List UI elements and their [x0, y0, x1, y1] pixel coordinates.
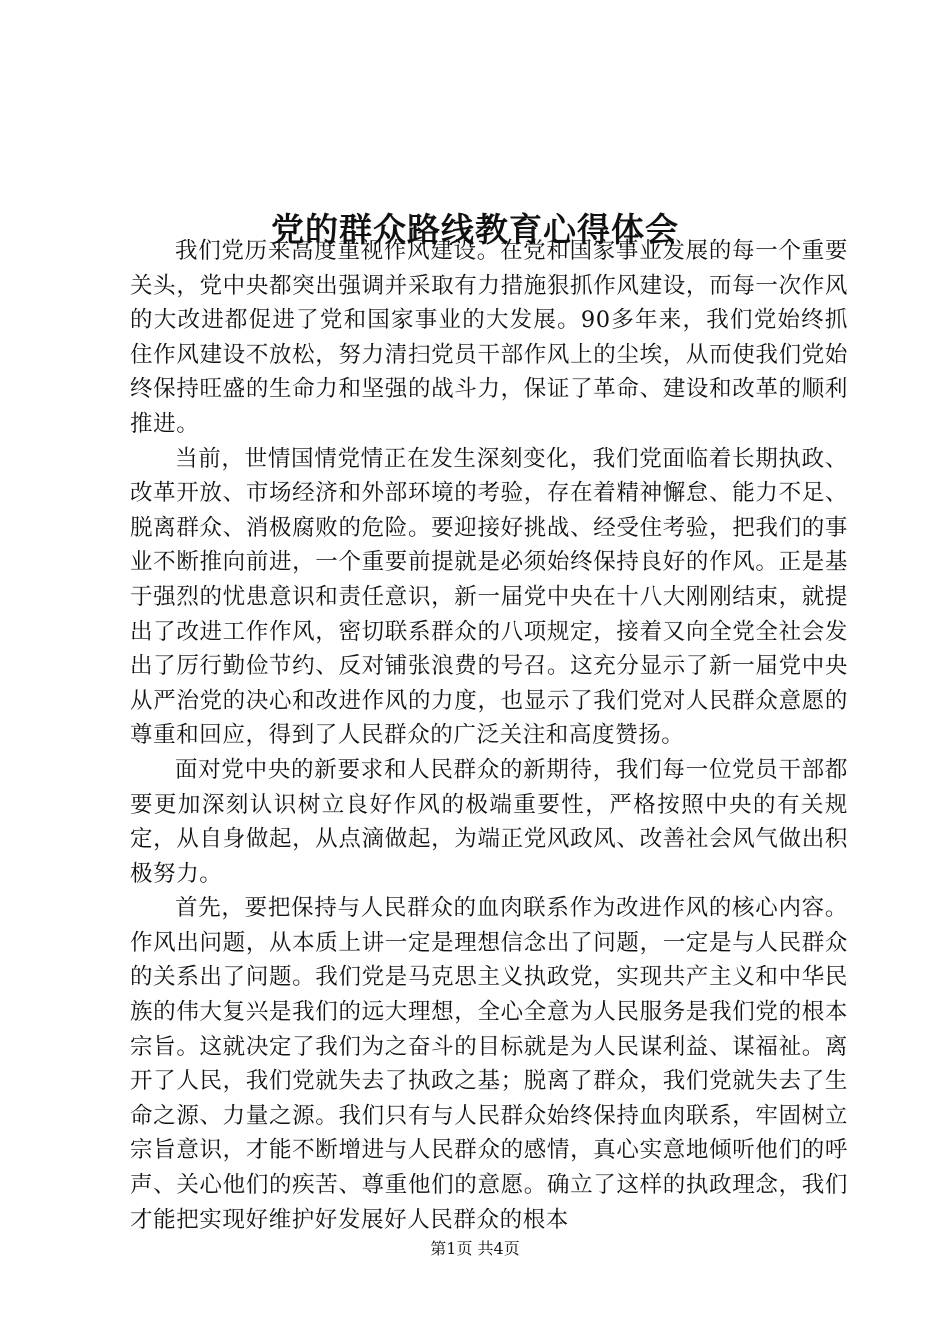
document-title: 党的群众路线教育心得体会	[271, 210, 679, 250]
paragraph-2: 当前，世情国情党情正在发生深刻变化，我们党面临着长期执政、改革开放、市场经济和外部环境的考验，存在着精神懈怠、能力不足、脱离群众、消极腐败的危险。要迎接好挑战、经受住考验，把我们的事业不断推向前进，一个重要前提就是必须始终保持良好的作风。正是基于强烈的忧患意识和责任意识，新一届党中央在十八大刚刚结束，就提出了改进工作作风，密切联系群众的八项规定，接着又向全党全社会发出了厉行勤俭节约、反对铺张浪费的号召。这充分显示了新一届党中央从严治党的决心和改进作风的力度，也显示了我们党对人民群众意愿的尊重和回应，得到了人民群众的广泛关注和高度赞扬。	[130, 445, 848, 749]
paragraph-3: 面对党中央的新要求和人民群众的新期待，我们每一位党员干部都要更加深刻认识树立良好作风的极端重要性，严格按照中央的有关规定，从自身做起，从点滴做起，为端正党风政风、改善社会风气做出积极努力。	[130, 756, 848, 887]
paragraph-1: 我们党历来高度重视作风建设。在党和国家事业发展的每一个重要关头，党中央都突出强调并采取有力措施狠抓作风建设，而每一次作风的大改进都促进了党和国家事业的大发展。90多年来，我们党始终抓住作风建设不放松，努力清扫党员干部作风上的尘埃，从而使我们党始终保持旺盛的生命力和坚强的战斗力，保证了革命、建设和改革的顺利推进。	[130, 238, 848, 437]
page-footer: 第1页 共4页	[430, 1239, 520, 1258]
document-body	[130, 234, 848, 1237]
paragraph-4: 首先，要把保持与人民群众的血肉联系作为改进作风的核心内容。作风出问题，从本质上讲一定是理想信念出了问题，一定是与人民群众的关系出了问题。我们党是马克思主义执政党，实现共产主义和中华民族的伟大复兴是我们的远大理想，全心全意为人民服务是我们党的根本宗旨。这就决定了我们为之奋斗的目标就是为人民谋利益、谋福祉。离开了人民，我们党就失去了执政之基；脱离了群众，我们党就失去了生命之源、力量之源。我们只有与人民群众始终保持血肉联系，牢固树立宗旨意识，才能不断增进与人民群众的感情，真心实意地倾听他们的呼声、关心他们的疾苦、尊重他们的意愿。确立了这样的执政理念，我们才能把实现好维护好发展好人民群众的根本	[130, 895, 848, 1233]
